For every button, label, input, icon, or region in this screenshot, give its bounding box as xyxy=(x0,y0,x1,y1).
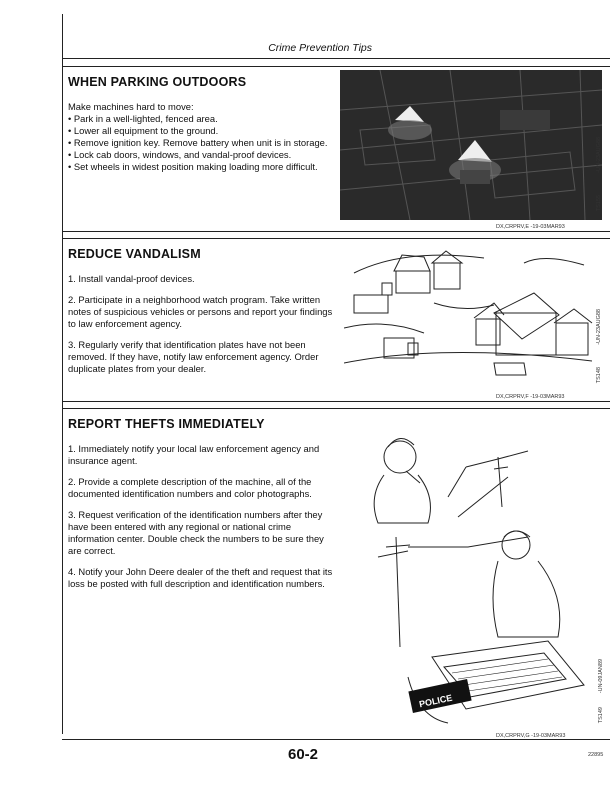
section-title: REDUCE VANDALISM xyxy=(68,247,201,261)
section-title: REPORT THEFTS IMMEDIATELY xyxy=(68,417,265,431)
section-parking xyxy=(62,66,610,232)
list-item: 2. Provide a complete description of the machine, all of the documented identification numbers and color photographs. xyxy=(68,476,312,499)
night-parking-photo xyxy=(340,70,602,220)
bullet-item: • Remove ignition key. Remove battery when unit is in storage. xyxy=(68,137,328,148)
list-item: 1. Immediately notify your local law enforcement agency and insurance agent. xyxy=(68,443,320,466)
list-item: 1. Install vandal-proof devices. xyxy=(68,273,195,284)
figure-code-top: -UN-23AUG88 xyxy=(596,309,602,345)
intro-text: Make machines hard to move: xyxy=(68,101,194,112)
bullet-item: • Lock cab doors, windows, and vandal-proof devices. xyxy=(68,149,292,160)
list-item: 3. Regularly verify that identification plates have not been removed. If they have, notify law enforcement agency. Order duplicate plates from your dealer. xyxy=(68,339,319,374)
section-reference: DX,CRPRV,E -19-03MAR93 xyxy=(496,224,565,230)
figure-code-bottom: TS148 xyxy=(596,367,602,384)
section-vandalism xyxy=(62,238,610,402)
figure-code-bottom: TS149 xyxy=(598,707,604,724)
section-body xyxy=(68,273,338,384)
page-code: 22895 xyxy=(588,752,604,758)
list-item: 4. Notify your John Deere dealer of the theft and request that its loss be posted with full description and identification numbers. xyxy=(68,566,333,589)
neighborhood-illustration xyxy=(344,243,594,391)
figure-code-top: -UN-09JAN89 xyxy=(598,659,604,694)
keyboard-sign: POLICE xyxy=(418,692,454,710)
figure-code-bottom: TS155 xyxy=(596,195,602,212)
section-body xyxy=(68,101,338,173)
section-thefts xyxy=(62,408,610,740)
list-item: 3. Request verification of the identification numbers after they have been entered with any regional or national crime information center. Double check the numbers to be sure they are correct. xyxy=(68,509,324,556)
list-item: 2. Participate in a neighborhood watch program. Take written notes of suspicious vehicles or persons and report your findings to law enforcement agency. xyxy=(68,294,333,329)
page-header-title: Crime Prevention Tips xyxy=(268,42,372,54)
page-header-rule xyxy=(62,58,610,59)
bullet-item: • Lower all equipment to the ground. xyxy=(68,125,219,136)
bullet-item: • Park in a well-lighted, fenced area. xyxy=(68,113,218,124)
section-body xyxy=(68,443,338,599)
section-reference: DX,CRPRV,F -19-03MAR93 xyxy=(496,394,565,400)
bullet-item: • Set wheels in widest position making loading more difficult. xyxy=(68,161,318,172)
section-reference: DX,CRPRV,G -19-03MAR93 xyxy=(496,733,566,739)
section-title: WHEN PARKING OUTDOORS xyxy=(68,75,247,89)
figure-code-top: -UN-23AUG88 xyxy=(596,137,602,173)
page-number: 60-2 xyxy=(288,746,319,763)
police-report-illustration xyxy=(348,427,594,729)
